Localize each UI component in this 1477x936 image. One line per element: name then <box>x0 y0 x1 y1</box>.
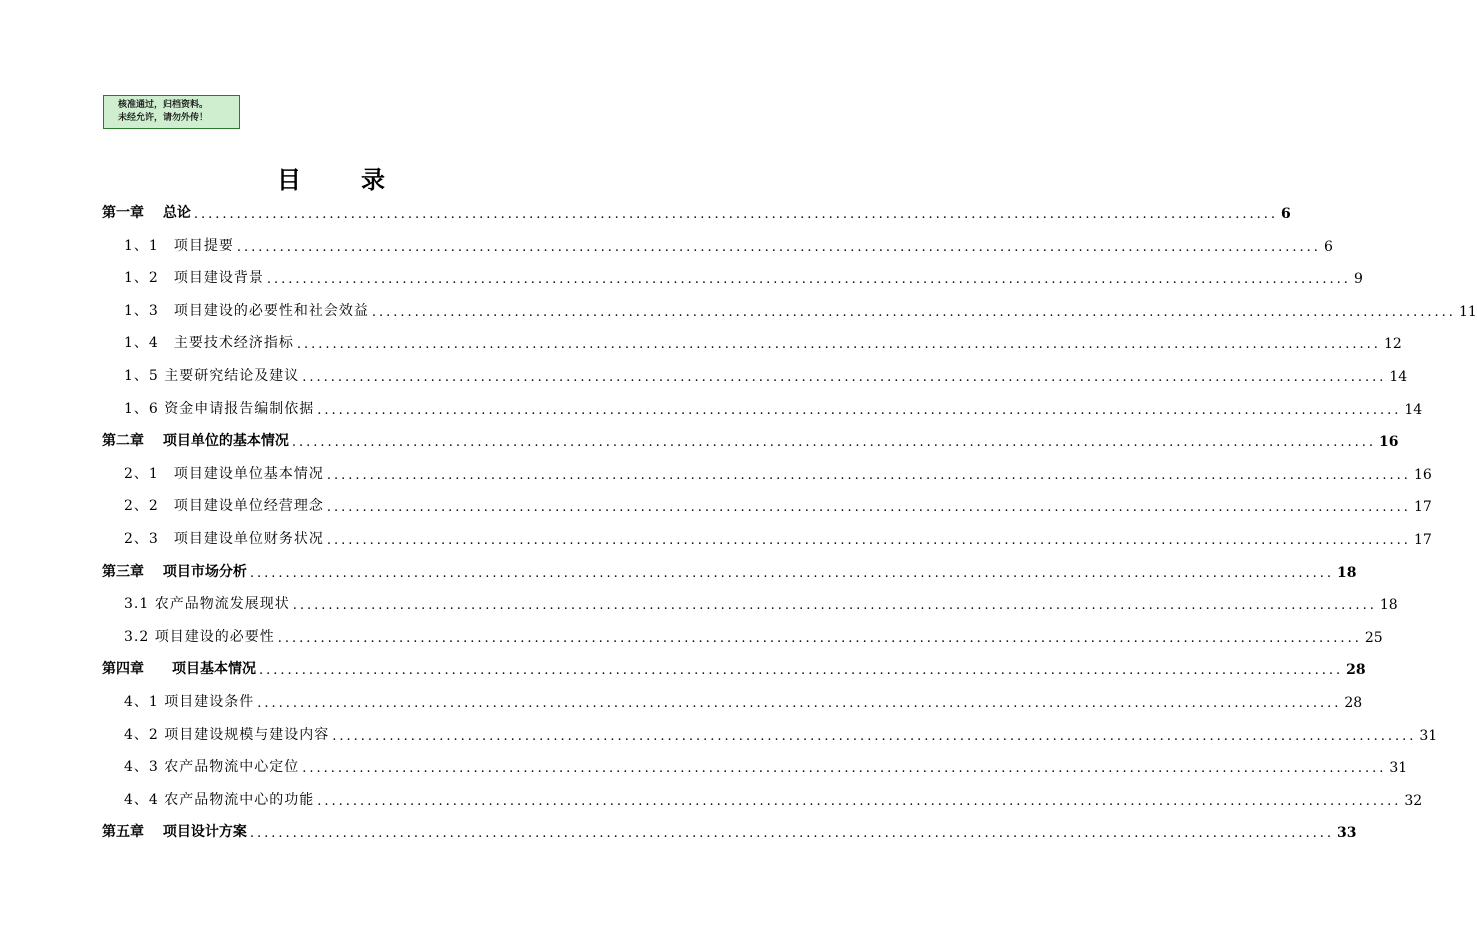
toc-leader-dots: ........................................................................................................................................................ <box>292 598 1377 613</box>
toc-entry-label: 2、3 项目建设单位财务状况 <box>124 531 324 547</box>
toc-section-entry[interactable] <box>124 593 1398 613</box>
toc-section-entry[interactable] <box>124 300 1477 320</box>
toc-entry-label: 3.1 农产品物流发展现状 <box>124 596 290 612</box>
title-char-2: 录 <box>361 165 385 194</box>
toc-entry-label: 第四章 项目基本情况 <box>102 661 256 677</box>
toc-page-number: 18 <box>1337 565 1357 581</box>
toc-entry-label: 4、4 农产品物流中心的功能 <box>124 792 315 808</box>
toc-page-number: 16 <box>1379 434 1399 450</box>
toc-leader-dots: ........................................................................................................................................................ <box>326 533 1411 548</box>
toc-entry-label: 第三章 项目市场分析 <box>102 564 247 580</box>
toc-section-entry[interactable] <box>124 235 1333 255</box>
toc-entry-label: 1、1 项目提要 <box>124 238 234 254</box>
toc-entry-label: 1、4 主要技术经济指标 <box>124 335 294 351</box>
toc-leader-dots: ........................................................................................................................................................ <box>257 696 1342 711</box>
toc-leader-dots: ........................................................................................................................................................ <box>249 826 1334 841</box>
toc-entry-label: 第二章 项目单位的基本情况 <box>102 433 289 449</box>
toc-entry-label: 1、5 主要研究结论及建议 <box>124 368 300 384</box>
approval-stamp <box>103 95 240 129</box>
toc-leader-dots: ........................................................................................................................................................ <box>332 729 1417 744</box>
toc-leader-dots: ........................................................................................................................................................ <box>326 500 1411 515</box>
toc-entry-label: 2、2 项目建设单位经营理念 <box>124 498 324 514</box>
toc-page-number: 18 <box>1379 597 1398 613</box>
toc-leader-dots: ........................................................................................................................................................ <box>266 272 1351 287</box>
toc-leader-dots: ........................................................................................................................................................ <box>193 207 1278 222</box>
toc-section-entry[interactable] <box>124 267 1363 287</box>
toc-section-entry[interactable] <box>124 724 1438 744</box>
stamp-line-1: 核准通过，归档资料。 <box>118 100 209 110</box>
toc-leader-dots: ........................................................................................................................................................ <box>302 761 1387 776</box>
toc-chapter-entry[interactable] <box>102 202 1291 222</box>
toc-leader-dots: ........................................................................................................................................................ <box>249 566 1334 581</box>
toc-section-entry[interactable] <box>124 463 1432 483</box>
toc-page-number: 9 <box>1353 271 1363 287</box>
toc-page-number: 31 <box>1389 760 1408 776</box>
toc-entry-label: 4、3 农产品物流中心定位 <box>124 759 300 775</box>
toc-section-entry[interactable] <box>124 365 1408 385</box>
toc-leader-dots: ........................................................................................................................................................ <box>236 240 1321 255</box>
toc-entry-label: 1、2 项目建设背景 <box>124 270 264 286</box>
toc-section-entry[interactable] <box>124 332 1402 352</box>
toc-page-number: 6 <box>1281 206 1291 222</box>
toc-leader-dots: ........................................................................................................................................................ <box>317 403 1402 418</box>
toc-page-number: 25 <box>1364 630 1383 646</box>
toc-section-entry[interactable] <box>124 756 1408 776</box>
toc-chapter-entry[interactable] <box>102 658 1366 678</box>
toc-chapter-entry[interactable] <box>102 430 1399 450</box>
toc-page-number: 14 <box>1389 369 1408 385</box>
toc-entry-label: 1、6 资金申请报告编制依据 <box>124 401 315 417</box>
toc-chapter-entry[interactable] <box>102 821 1357 841</box>
toc-page-number: 12 <box>1383 336 1402 352</box>
toc-page-number: 31 <box>1419 728 1438 744</box>
toc-leader-dots: ........................................................................................................................................................ <box>259 663 1344 678</box>
toc-page-number: 33 <box>1337 825 1357 841</box>
toc-leader-dots: ........................................................................................................................................................ <box>277 631 1362 646</box>
toc-entry-label: 第一章 总论 <box>102 205 191 221</box>
toc-page-number: 28 <box>1344 695 1363 711</box>
toc-page-number: 17 <box>1413 499 1432 515</box>
toc-entry-label: 4、2 项目建设规模与建设内容 <box>124 727 330 743</box>
toc-page-number: 16 <box>1413 467 1432 483</box>
stamp-line-2: 未经允许，请勿外传！ <box>118 113 209 123</box>
toc-page-number: 32 <box>1404 793 1423 809</box>
toc-entry-label: 3.2 项目建设的必要性 <box>124 629 275 645</box>
toc-page-number: 14 <box>1404 402 1423 418</box>
toc-section-entry[interactable] <box>124 626 1383 646</box>
title-char-1: 目 <box>277 165 301 194</box>
toc-leader-dots: ........................................................................................................................................................ <box>326 468 1411 483</box>
toc-entry-label: 2、1 项目建设单位基本情况 <box>124 466 324 482</box>
toc-section-entry[interactable] <box>124 528 1432 548</box>
toc-page-number: 6 <box>1323 239 1333 255</box>
toc-entry-label: 4、1 项目建设条件 <box>124 694 255 710</box>
toc-section-entry[interactable] <box>124 691 1363 711</box>
toc-page-number: 17 <box>1413 532 1432 548</box>
toc-section-entry[interactable] <box>124 495 1432 515</box>
page-title <box>0 160 662 195</box>
toc-entry-label: 1、3 项目建设的必要性和社会效益 <box>124 303 369 319</box>
toc-chapter-entry[interactable] <box>102 561 1357 581</box>
toc-leader-dots: ........................................................................................................................................................ <box>302 370 1387 385</box>
toc-leader-dots: ........................................................................................................................................................ <box>371 305 1456 320</box>
toc-leader-dots: ........................................................................................................................................................ <box>291 435 1376 450</box>
toc-page-number: 11 <box>1458 304 1477 320</box>
toc-leader-dots: ........................................................................................................................................................ <box>296 337 1381 352</box>
toc-section-entry[interactable] <box>124 789 1423 809</box>
toc-leader-dots: ........................................................................................................................................................ <box>317 794 1402 809</box>
toc-entry-label: 第五章 项目设计方案 <box>102 824 247 840</box>
toc-page-number: 28 <box>1346 662 1366 678</box>
toc-section-entry[interactable] <box>124 398 1423 418</box>
